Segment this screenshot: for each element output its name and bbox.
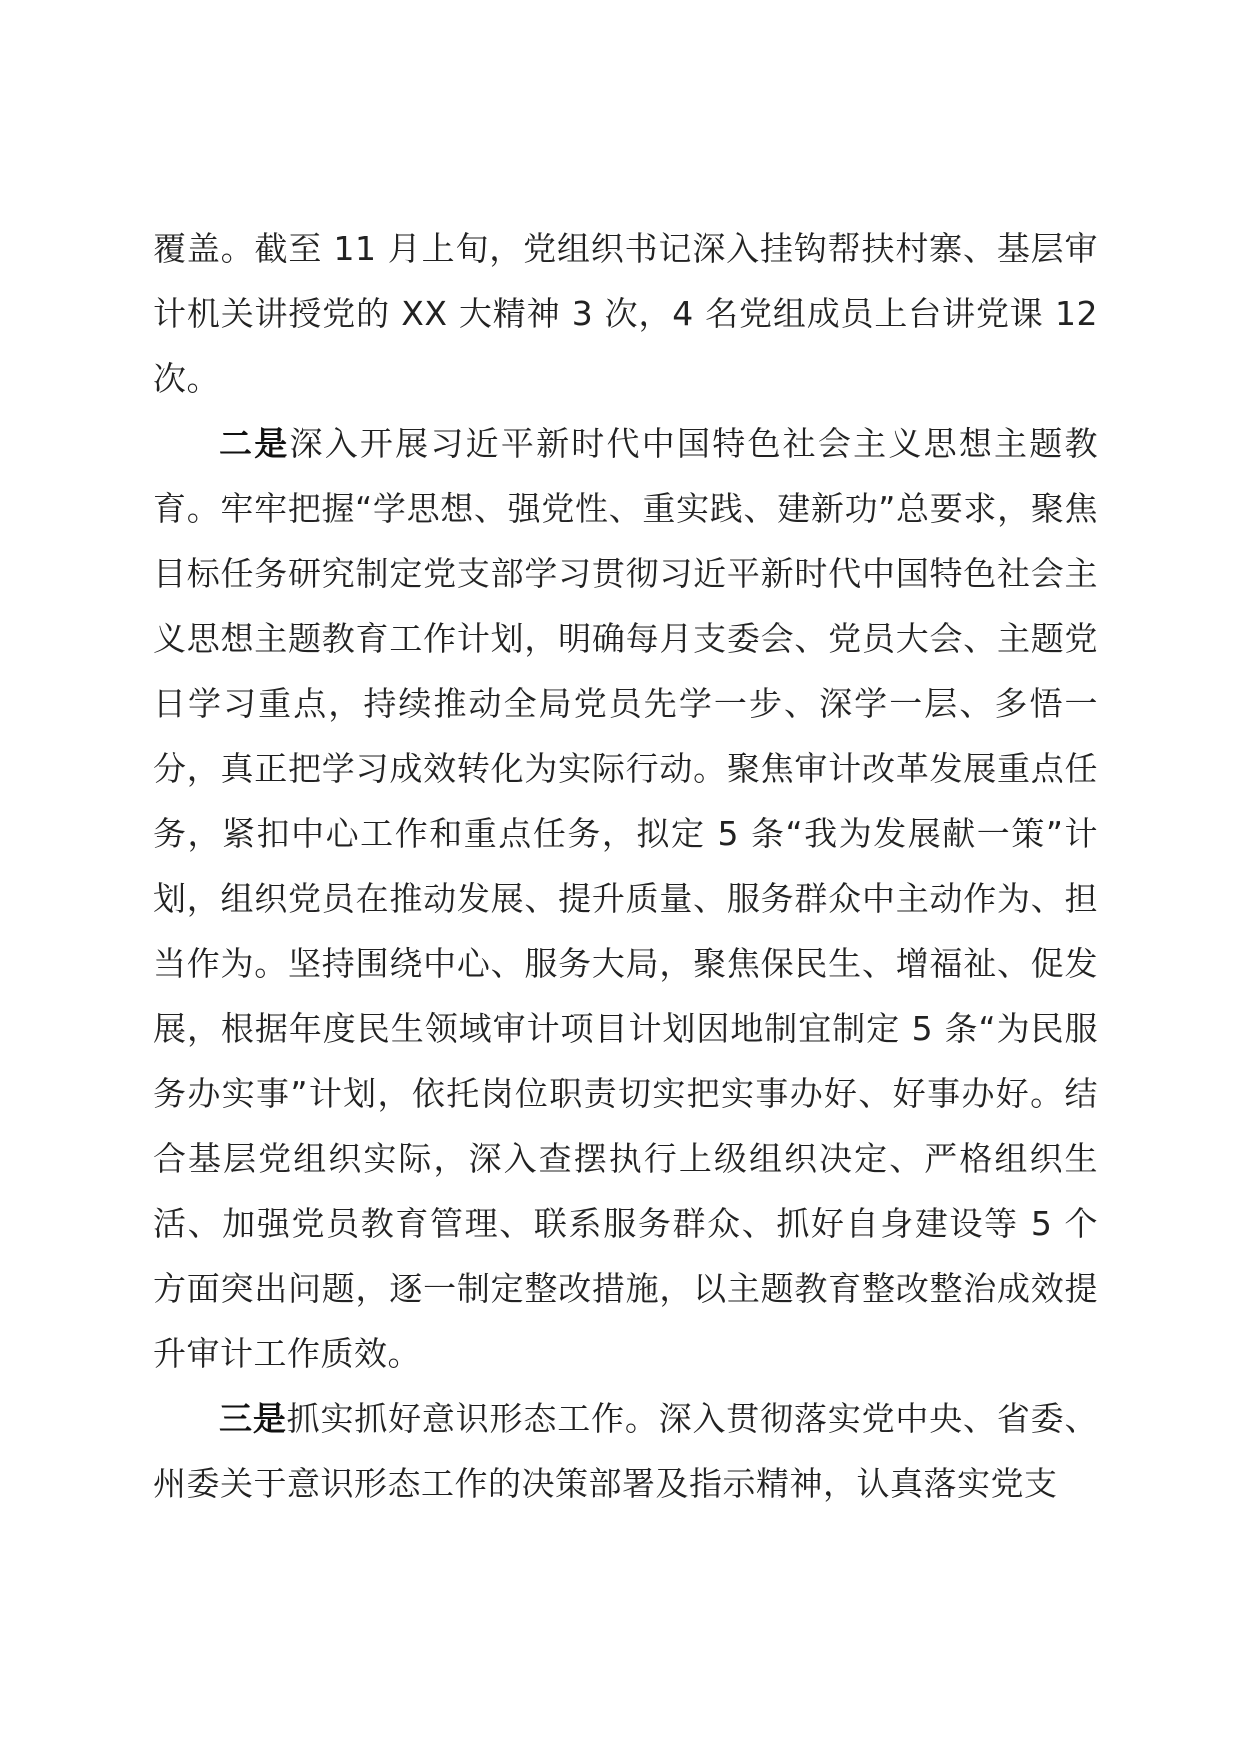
- paragraph-1-text: 覆盖。截至 11 月上旬，党组织书记深入挂钩帮扶村寨、基层审计机关讲授党的 XX 大精神 3 次，4 名党组成员上台讲党课 12 次。: [153, 229, 1098, 398]
- paragraph-1: [153, 216, 1098, 411]
- paragraph-3-text: 抓实抓好意识形态工作。深入贯彻落实党中央、省委、州委关于意识形态工作的决策部署及指示精神，认真落实党支: [153, 1399, 1099, 1503]
- paragraph-2-text: 深入开展习近平新时代中国特色社会主义思想主题教育。牢牢把握“学思想、强党性、重实践、建新功”总要求，聚焦目标任务研究制定党支部学习贯彻习近平新时代中国特色社会主义思想主题教育工作计划，明确每月支委会、党员大会、主题党日学习重点，持续推动全局党员先学一步、深学一层、多悟一分，真正把学习成效转化为实际行动。聚焦审计改革发展重点任务，紧扣中心工作和重点任务，拟定 5 条“我为发展献一策”计划，组织党员在推动发展、提升质量、服务群众中主动作为、担当作为。坚持围绕中心、服务大局，聚焦保民生、增福祉、促发展，根据年度民生领域审计项目计划因地制宜制定 5 条“为民服务办实事”计划，依托岗位职责切实把实事办好、好事办好。结合基层党组织实际，深入查摆执行上级组织决定、严格组织生活、加强党员教育管理、联系服务群众、抓好自身建设等 5 个方面突出问题，逐一制定整改措施，以主题教育整改整治成效提升审计工作质效。: [153, 424, 1099, 1373]
- document-body: [153, 216, 1098, 1516]
- paragraph-2-lead: 二是: [219, 424, 290, 463]
- paragraph-2: [153, 411, 1098, 1386]
- paragraph-3: [153, 1386, 1098, 1516]
- paragraph-3-lead: 三是: [219, 1399, 287, 1438]
